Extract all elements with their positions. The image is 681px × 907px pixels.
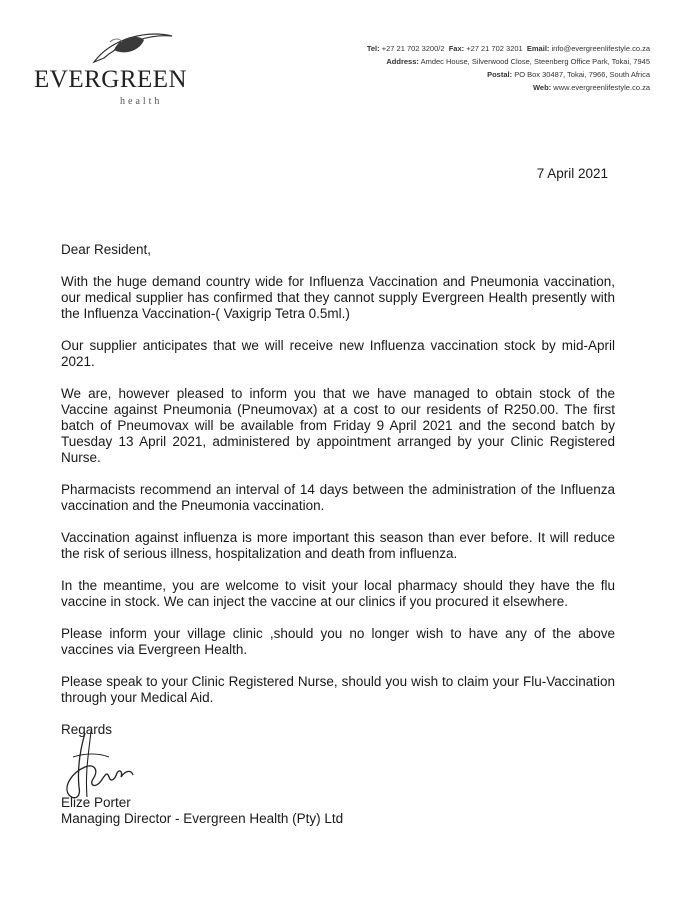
signer-title: Managing Director - Evergreen Health (Pty) Ltd xyxy=(61,811,344,826)
web-value: www.evergreenlifestyle.co.za xyxy=(553,83,650,92)
contact-block xyxy=(310,42,650,94)
fax-value: +27 21 702 3201 xyxy=(466,44,523,53)
contact-web-line xyxy=(310,81,650,94)
salutation: Dear Resident, xyxy=(61,242,152,257)
closing: Regards xyxy=(61,722,113,737)
email-label: Email: xyxy=(526,44,550,53)
contact-phone-line xyxy=(310,42,650,55)
web-label: Web: xyxy=(532,83,552,92)
brand-subtitle: health xyxy=(120,96,163,107)
paragraph: Vaccination against influenza is more important this season than ever before. It will reduce the risk of serious illness, hospitalization and death from influenza. xyxy=(61,530,615,561)
paragraph: Please speak to your Clinic Registered Nurse, should you wish to claim your Flu-Vaccination through your Medical Aid. xyxy=(61,674,615,705)
contact-address-line xyxy=(310,55,650,68)
paragraph: We are, however pleased to inform you that we have managed to obtain stock of the Vaccine against Pneumonia (Pneumovax) at a cost to our residents of R250.00. The first batch of Pneumovax will be available from Friday 9 April 2021 and the second batch by Tuesday 13 April 2021, administered by appointment arranged by your Clinic Registered Nurse. xyxy=(61,386,615,465)
signer-name: Elize Porter xyxy=(61,795,131,810)
paragraph: Our supplier anticipates that we will receive new Influenza vaccination stock by mid-April 2021. xyxy=(61,338,615,369)
postal-value: PO Box 30487, Tokai, 7966, South Africa xyxy=(514,70,650,79)
brand-name: EVERGREEN xyxy=(34,66,188,93)
leaf-logo-icon xyxy=(92,28,174,68)
postal-label: Postal: xyxy=(487,70,513,79)
paragraph: Please inform your village clinic ,should you no longer wish to have any of the above vaccines via Evergreen Health. xyxy=(61,626,615,657)
evergreen-logo xyxy=(34,28,188,107)
paragraph: With the huge demand country wide for Influenza Vaccination and Pneumonia vaccination, our medical supplier has confirmed that they cannot supply Evergreen Health presently with the Influenza Vaccination-( Vaxigrip Tetra 0.5ml.) xyxy=(61,274,615,321)
letter-date: 7 April 2021 xyxy=(536,166,608,181)
tel-value: +27 21 702 3200/2 xyxy=(381,44,445,53)
contact-postal-line xyxy=(310,68,650,81)
email-value: info@evergreenlifestyle.co.za xyxy=(551,44,650,53)
paragraph: In the meantime, you are welcome to visit your local pharmacy should they have the flu vaccine in stock. We can inject the vaccine at our clinics if you procured it elsewhere. xyxy=(61,578,615,609)
address-value: Amdec House, Silverwood Close, Steenberg Office Park, Tokai, 7945 xyxy=(420,57,650,66)
tel-label: Tel: xyxy=(366,44,380,53)
letter-body xyxy=(61,242,615,738)
address-label: Address: xyxy=(386,57,419,66)
paragraph: Pharmacists recommend an interval of 14 days between the administration of the Influenza vaccination and the Pneumonia vaccination. xyxy=(61,482,615,513)
fax-label: Fax: xyxy=(448,44,465,53)
